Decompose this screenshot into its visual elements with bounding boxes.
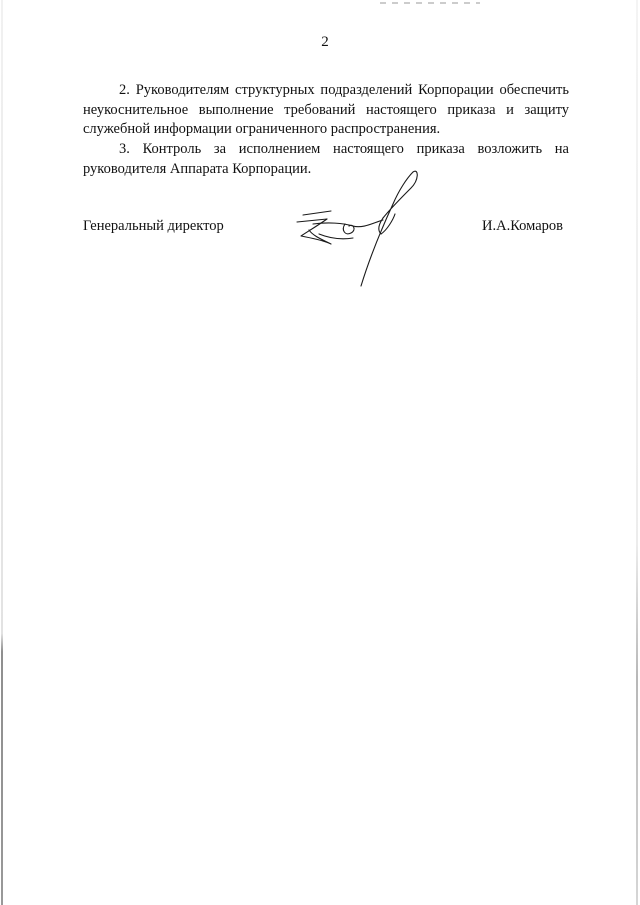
paragraph-3: 3. Контроль за исполнением настоящего приказа возложить на руководителя Аппарата Корпорации. [83, 141, 569, 177]
scan-top-marks [380, 2, 480, 4]
signatory-name: И.А.Комаров [482, 218, 563, 234]
page-number: 2 [321, 34, 329, 50]
scan-edge-right [636, 0, 638, 905]
scan-edge-left [1, 0, 3, 905]
handwritten-signature [283, 160, 423, 290]
signatory-title: Генеральный директор [83, 218, 224, 234]
paragraph-2: 2. Руководителям структурных подразделений Корпорации обеспечить неукоснительное выполнение требований настоящего приказа и защиту служебной информации ограниченного распространения. [83, 82, 569, 137]
